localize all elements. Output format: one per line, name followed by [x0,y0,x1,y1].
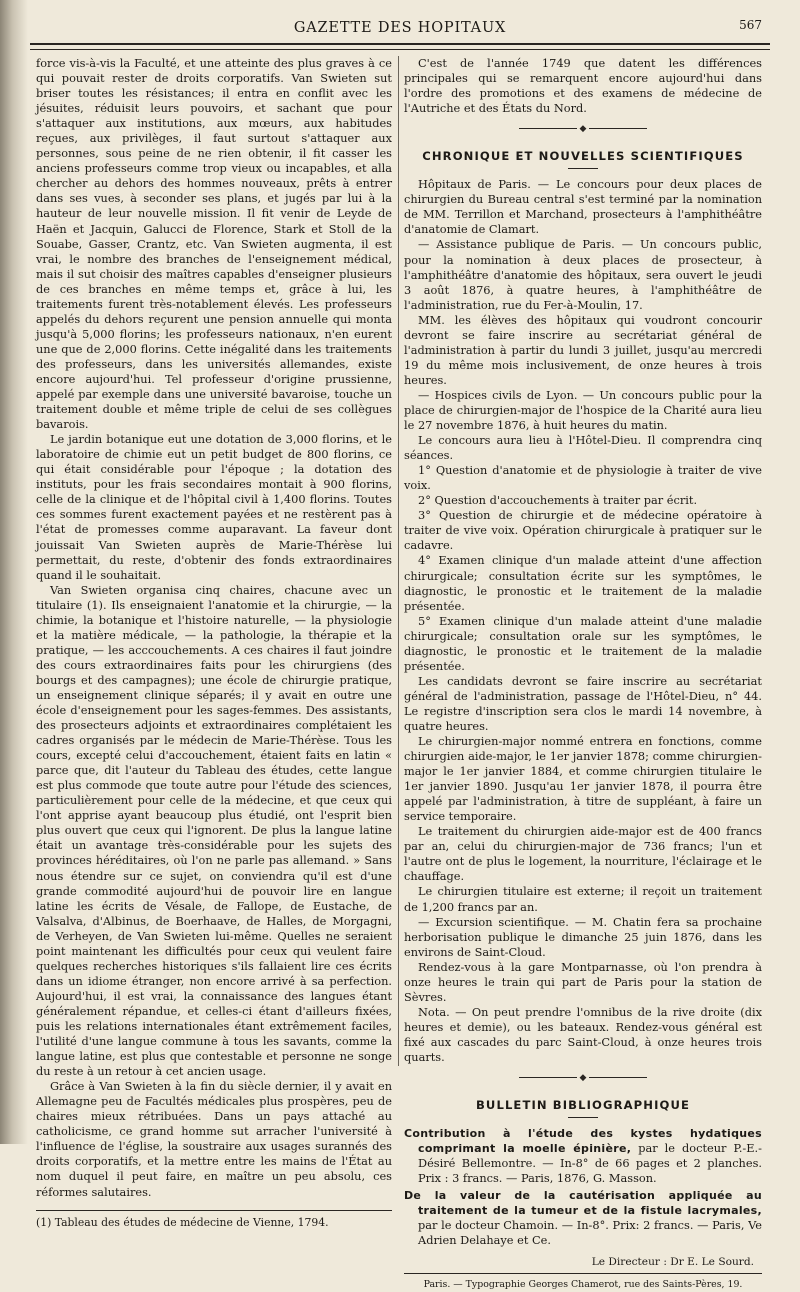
page-header [30,18,770,42]
news-item: Le chirurgien-major nommé entrera en fonctions, comme chirurgien aide-major, le 1er janvier 1878; comme chirurgien-major le 1er janvier 1884, et comme chirurgien titulaire le 1er janvier 1890. Jusqu'au 1er janvier 1878, il pourra être appelé par l'administration, à titre de suppléant, à faire un service temporaire. [404,734,762,824]
imprint-rule [404,1273,762,1274]
bibliography-entry [404,1188,762,1248]
news-item: — Hospices civils de Lyon. — Un concours public pour la place de chirurgien-major de l'hospice de la Charité aura lieu le 27 novembre 1876, à huit heures du matin. [404,387,762,433]
news-item: — Assistance publique de Paris. — Un concours public, pour la nomination à deux places de prosecteur, à l'amphithéâtre d'anatomie des hôpitaux, sera ouvert le jeudi 3 août 1876, à quatre heures, à l'amphithéâtre de l'administration, rue du Fer-à-Moulin, 17. [404,237,762,312]
news-item: 5° Examen clinique d'un malade atteint d'une maladie chirurgicale; consultation orale sur les symptômes, le diagnostic, le pronostic et le traitement de la maladie présentée. [404,613,762,673]
column-divider [398,56,399,1066]
news-item: MM. les élèves des hôpitaux qui voudront concourir devront se faire inscrire au secrétariat général de l'administration à partir du lundi 3 juillet, jusqu'au mercredi 19 du même mois inclusivement, de onze heures à trois heures. [404,312,762,387]
news-item: Nota. — On peut prendre l'omnibus de la rive droite (dix heures et demie), ou les bateaux. Rendez-vous général est fixé aux cascades du parc Saint-Cloud, à onze heures trois quarts. [404,1004,762,1064]
bibliography-title: Contribution à l'étude des kystes hydatiques comprimant la moelle épinière, [404,1127,762,1156]
header-rule [30,43,770,50]
left-column [36,56,392,1230]
chronique-heading: CHRONIQUE ET NOUVELLES SCIENTIFIQUES [422,149,744,164]
footnote: (1) Tableau des études de médecine de Vienne, 1794. [36,1215,329,1229]
heading-rule [568,1117,598,1118]
chronique-list [404,177,762,1065]
news-item: 4° Examen clinique d'un malade atteint d'une affection chirurgicale; consultation écrite sur les symptômes, le diagnostic, le pronostic et le traitement de la maladie présentée. [404,553,762,613]
article-paragraph: Grâce à Van Swieten à la fin du siècle dernier, il y avait en Allemagne peu de Facultés médicales plus prospères, peu de chaires mieux rétribuées. Dans un pays attaché au catholicisme, ce grand homme sut arracher l'université à l'influence de l'église, la soustraire aux usages surannés des droits corporatifs, et la mettre entre les mains de l'État au nom duquel il peut faire, en maître un peu absolu, ces réformes salutaires. [36,1079,392,1199]
page-binding-shadow [0,0,28,1144]
bibliography-title: De la valeur de la cautérisation appliquée au traitement de la tumeur et de la fistule lacrymales, [404,1189,762,1218]
bibliography-details: par le docteur P.-E.-Désiré Bellemontre. — In-8° de 66 pages et 2 planches. Prix : 3 francs. — Paris, 1876, G. Masson. [418,1141,762,1186]
news-item: 2° Question d'accouchements à traiter par écrit. [418,493,698,508]
journal-title: GAZETTE DES HOPITAUX [293,20,507,36]
printer-imprint: Paris. — Typographie Georges Chamerot, rue des Saints-Pères, 19. [423,1278,743,1290]
section-ornament: ◆ [404,1071,762,1086]
news-item: Le concours aura lieu à l'Hôtel-Dieu. Il comprendra cinq séances. [404,433,762,463]
director-signature: Le Directeur : Dr E. Le Sourd. [591,1255,754,1268]
news-item: Le chirurgien titulaire est externe; il reçoit un traitement de 1,200 francs par an. [404,884,762,914]
news-item: Le traitement du chirurgien aide-major est de 400 francs par an, celui du chirurgien-major de 736 francs; l'un et l'autre ont de plus le logement, la nourriture, l'éclairage et le chauffage. [404,824,762,884]
page-number: 567 [739,18,762,32]
article-paragraph: force vis-à-vis la Faculté, et une atteinte des plus graves à ce qui pouvait rester de droits corporatifs. Van Swieten sut briser toutes les résistances; il entra en conflit avec les jésuites, réduisit leurs pouvoirs, et sachant que pour s'attaquer aux institutions, aux mœurs, aux habitudes reçues, aux privilèges, il faut surtout s'attaquer aux personnes, sous peine de ne rien obtenir, il fit casser les anciens professeurs comme trop vieux ou incapables, et alla chercher au dehors des hommes nouveaux, prêts à entrer dans ses vues, à seconder ses plans, et jugés par lui à la hauteur de leur nouvelle mission. Il fit venir de Leyde de Haën et Jacquin, Galucci de Florence, Stark et Stoll de la Souabe, Gasser, Crantz, etc. Van Swieten augmenta, il est vrai, le nombre des branches de l'enseignement médical, mais il sut choisir des maîtres capables d'enseigner plusieurs de ces branches en même temps et, grâce à lui, les traitements furent très-notablement élevés. Les professeurs appelés du dehors reçurent une pension annuelle qui monta jusqu'à 5,000 florins; les professeurs nationaux, n'en eurent une que de 2,000 florins. Cette inégalité dans les traitements des professeurs, dans les universités allemandes, existe encore aujourd'hui. Tel professeur d'origine prussienne, appelé par exemple dans une université bavaroise, touche un traitement double et même triple de celui de ses collègues bavarois. [36,56,392,432]
news-item: 1° Question d'anatomie et de physiologie à traiter de vive voix. [404,463,762,493]
section-ornament: ◆ [404,122,762,137]
footnote-rule [36,1210,392,1211]
right-column [404,56,762,1292]
article-paragraph: Le jardin botanique eut une dotation de 3,000 florins, et le laboratoire de chimie eut un petit budget de 800 florins, ce qui était considérable pour l'époque ; la dotation des instituts, pour les frais secondaires montait à 900 florins, celle de la clinique et de l'hôpital civil à 1,400 florins. Toutes ces sommes furent exactement payées et ne restèrent pas à l'état de promesses comme auparavant. La faveur dont jouissait Van Swieten auprès de Marie-Thérèse lui permettait, du reste, d'obtenir des fonds extraordinaires quand il le souhaitait. [36,432,392,582]
bibliography-entry [404,1126,762,1186]
news-item: Rendez-vous à la gare Montparnasse, où l'on prendra à onze heures le train qui part de Paris pour la station de Sèvres. [404,959,762,1004]
bibliography-details: par le docteur Chamoin. — In-8°. Prix: 2 francs. — Paris, Ve Adrien Delahaye et Ce. [418,1218,762,1248]
news-item: Les candidats devront se faire inscrire au secrétariat général de l'administration, passage de l'Hôtel-Dieu, n° 44. Le registre d'inscription sera clos le mardi 14 novembre, à quatre heures. [404,673,762,733]
news-item: Hôpitaux de Paris. — Le concours pour deux places de chirurgien du Bureau central s'est terminé par la nomination de MM. Terrillon et Marchand, prosecteurs à l'amphithéâtre d'anatomie de Clamart. [404,177,762,237]
news-item: — Excursion scientifique. — M. Chatin fera sa prochaine herborisation publique le dimanche 25 juin 1876, dans les environs de Saint-Cloud. [404,914,762,959]
news-item: 3° Question de chirurgie et de médecine opératoire à traiter de vive voix. Opération chirurgicale à pratiquer sur le cadavre. [404,508,762,553]
bibliography-list [404,1126,762,1248]
heading-rule [568,168,598,169]
intro-paragraph: C'est de l'année 1749 que datent les différences principales qui se remarquent encore aujourd'hui dans l'ordre des promotions et des examens de médecine de l'Autriche et des États du Nord. [404,56,762,116]
bulletin-heading: BULLETIN BIBLIOGRAPHIQUE [476,1098,690,1113]
article-paragraph: Van Swieten organisa cinq chaires, chacune avec un titulaire (1). Ils enseignaient l'anatomie et la chirurgie, — la chimie, la botanique et l'histoire naturelle, — la physiologie et la matière médicale, — la pathologie, la thérapie et la pratique, — les acccouchements. A ces chaires il faut joindre des cours extraordinaires faits pour les chirurgiens (des bourgs et des campagnes); une école de chirurgie pratique, un enseignement clinique séparés; il y avait en outre une école d'enseignement pour les sages-femmes. Des assistants, des prosecteurs adjoints et extraordinaires complétaient les cadres organisés par le médecin de Marie-Thérèse. Tous les cours, excepté celui d'accouchement, étaient faits en latin « parce que, dit l'auteur du Tableau des études, cette langue est plus commode que toute autre pour l'étude des sciences, particulièrement pour celle de la médecine, et que ceux qui l'ont apprise ayant beaucoup plus étudié, ont l'esprit bien plus ouvert que ceux qui l'ignorent. De plus la langue latine était un avantage très-considérable pour les sujets des provinces héréditaires, où l'on ne parle pas allemand. » Sans nous étendre sur ce sujet, on conviendra qu'il est d'une grande commodité aujourd'hui de pouvoir lire en langue latine les écrits de Vésale, de Fallope, de Eustache, de Valsalva, d'Albinus, de Boerhaave, de Halles, de Morgagni, de Verheyen, de Van Swieten lui-même. Quelles ne seraient point maintenant les difficultés pour ceux qui veulent faire quelques recherches historiques s'ils fallaient lire ces écrits dans un idiome étranger, non encore arrivé à sa perfection. Aujourd'hui, il est vrai, la connaissance des langues étant généralement répandue, et celles-ci étant d'ailleurs fixées, puis les relations internationales étant extrêmement faciles, l'utilité d'une langue commune à tous les savants, comme la langue latine, est plus que contestable et personne ne songe du reste à un retour à cet ancien usage. [36,582,392,1079]
